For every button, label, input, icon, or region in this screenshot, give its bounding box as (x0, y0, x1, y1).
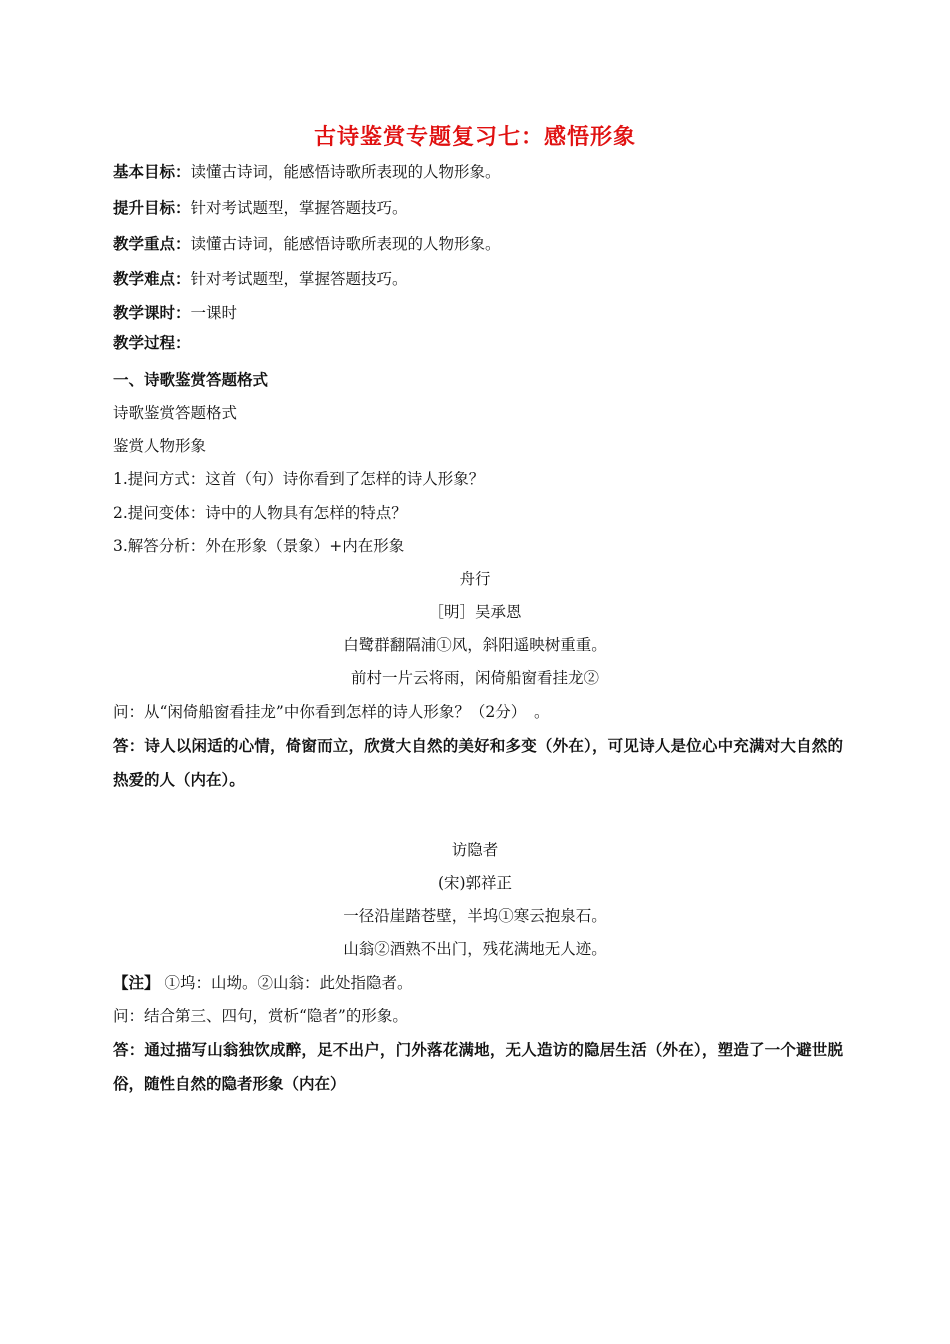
poem2-author: (宋)郭祥正 (437, 874, 513, 892)
poem1-author: ［明］吴承恩 (428, 603, 522, 621)
poem1-line-2: 前村一片云将雨，闲倚船窗看挂龙② (350, 669, 599, 687)
question-format-3: 3.解答分析：外在形象（景象）+内在形象 (113, 537, 405, 555)
teaching-key-text: 读懂古诗词，能感悟诗歌所表现的人物形象。 (190, 235, 501, 253)
poem1-question: 问：从“闲倚船窗看挂龙”中你看到怎样的诗人形象？（2分） 。 (113, 703, 550, 721)
question-format-1: 1.提问方式：这首（句）诗你看到了怎样的诗人形象？ (113, 470, 485, 488)
poem2-note-label: 【注】 (113, 974, 160, 992)
teaching-hours-label: 教学课时： (113, 304, 191, 322)
teaching-difficulty-text: 针对考试题型，掌握答题技巧。 (190, 270, 408, 288)
teaching-hours-text: 一课时 (190, 304, 238, 322)
poem2-note (113, 972, 843, 994)
basic-goal (113, 161, 843, 183)
teaching-process-label: 教学过程： (113, 334, 191, 352)
section-line-1: 诗歌鉴赏答题格式 (113, 404, 238, 422)
basic-goal-label: 基本目标： (113, 163, 191, 181)
teaching-hours (113, 302, 843, 324)
teaching-difficulty (113, 268, 843, 290)
poem2-question: 问：结合第三、四句，赏析“隐者”的形象。 (113, 1007, 408, 1025)
basic-goal-text: 读懂古诗词，能感悟诗歌所表现的人物形象。 (190, 163, 501, 181)
advanced-goal-label: 提升目标： (113, 199, 191, 217)
poem2-line-1: 一径沿崖踏苍壁，半坞①寒云抱泉石。 (343, 907, 607, 925)
poem2-answer: 答：通过描写山翁独饮成醉，足不出户，门外落花满地，无人造访的隐居生活（外在），塑造了一个避世脱俗，随性自然的隐者形象（内在） (113, 1041, 843, 1093)
teaching-key (113, 233, 843, 255)
teaching-key-label: 教学重点： (113, 235, 191, 253)
poem2-title: 访隐者 (451, 841, 499, 859)
poem1-answer: 答：诗人以闲适的心情，倚窗而立，欣赏大自然的美好和多变（外在），可见诗人是位心中充满对大自然的热爱的人（内在）。 (113, 737, 843, 789)
advanced-goal (113, 197, 843, 219)
document-title: 古诗鉴赏专题复习七：感悟形象 (313, 125, 636, 150)
teaching-difficulty-label: 教学难点： (113, 270, 191, 288)
question-format-2: 2.提问变体：诗中的人物具有怎样的特点？ (113, 504, 407, 522)
poem2-line-2: 山翁②酒熟不出门，残花满地无人迹。 (343, 940, 607, 958)
advanced-goal-text: 针对考试题型，掌握答题技巧。 (190, 199, 408, 217)
poem2-note-text: ①坞：山坳。②山翁：此处指隐者。 (164, 974, 413, 992)
section-heading: 一、诗歌鉴赏答题格式 (113, 371, 269, 389)
poem1-line-1: 白鹭群翻隔浦①风，斜阳遥映树重重。 (343, 636, 607, 654)
section-line-2: 鉴赏人物形象 (113, 437, 207, 455)
poem1-title: 舟行 (459, 570, 491, 588)
